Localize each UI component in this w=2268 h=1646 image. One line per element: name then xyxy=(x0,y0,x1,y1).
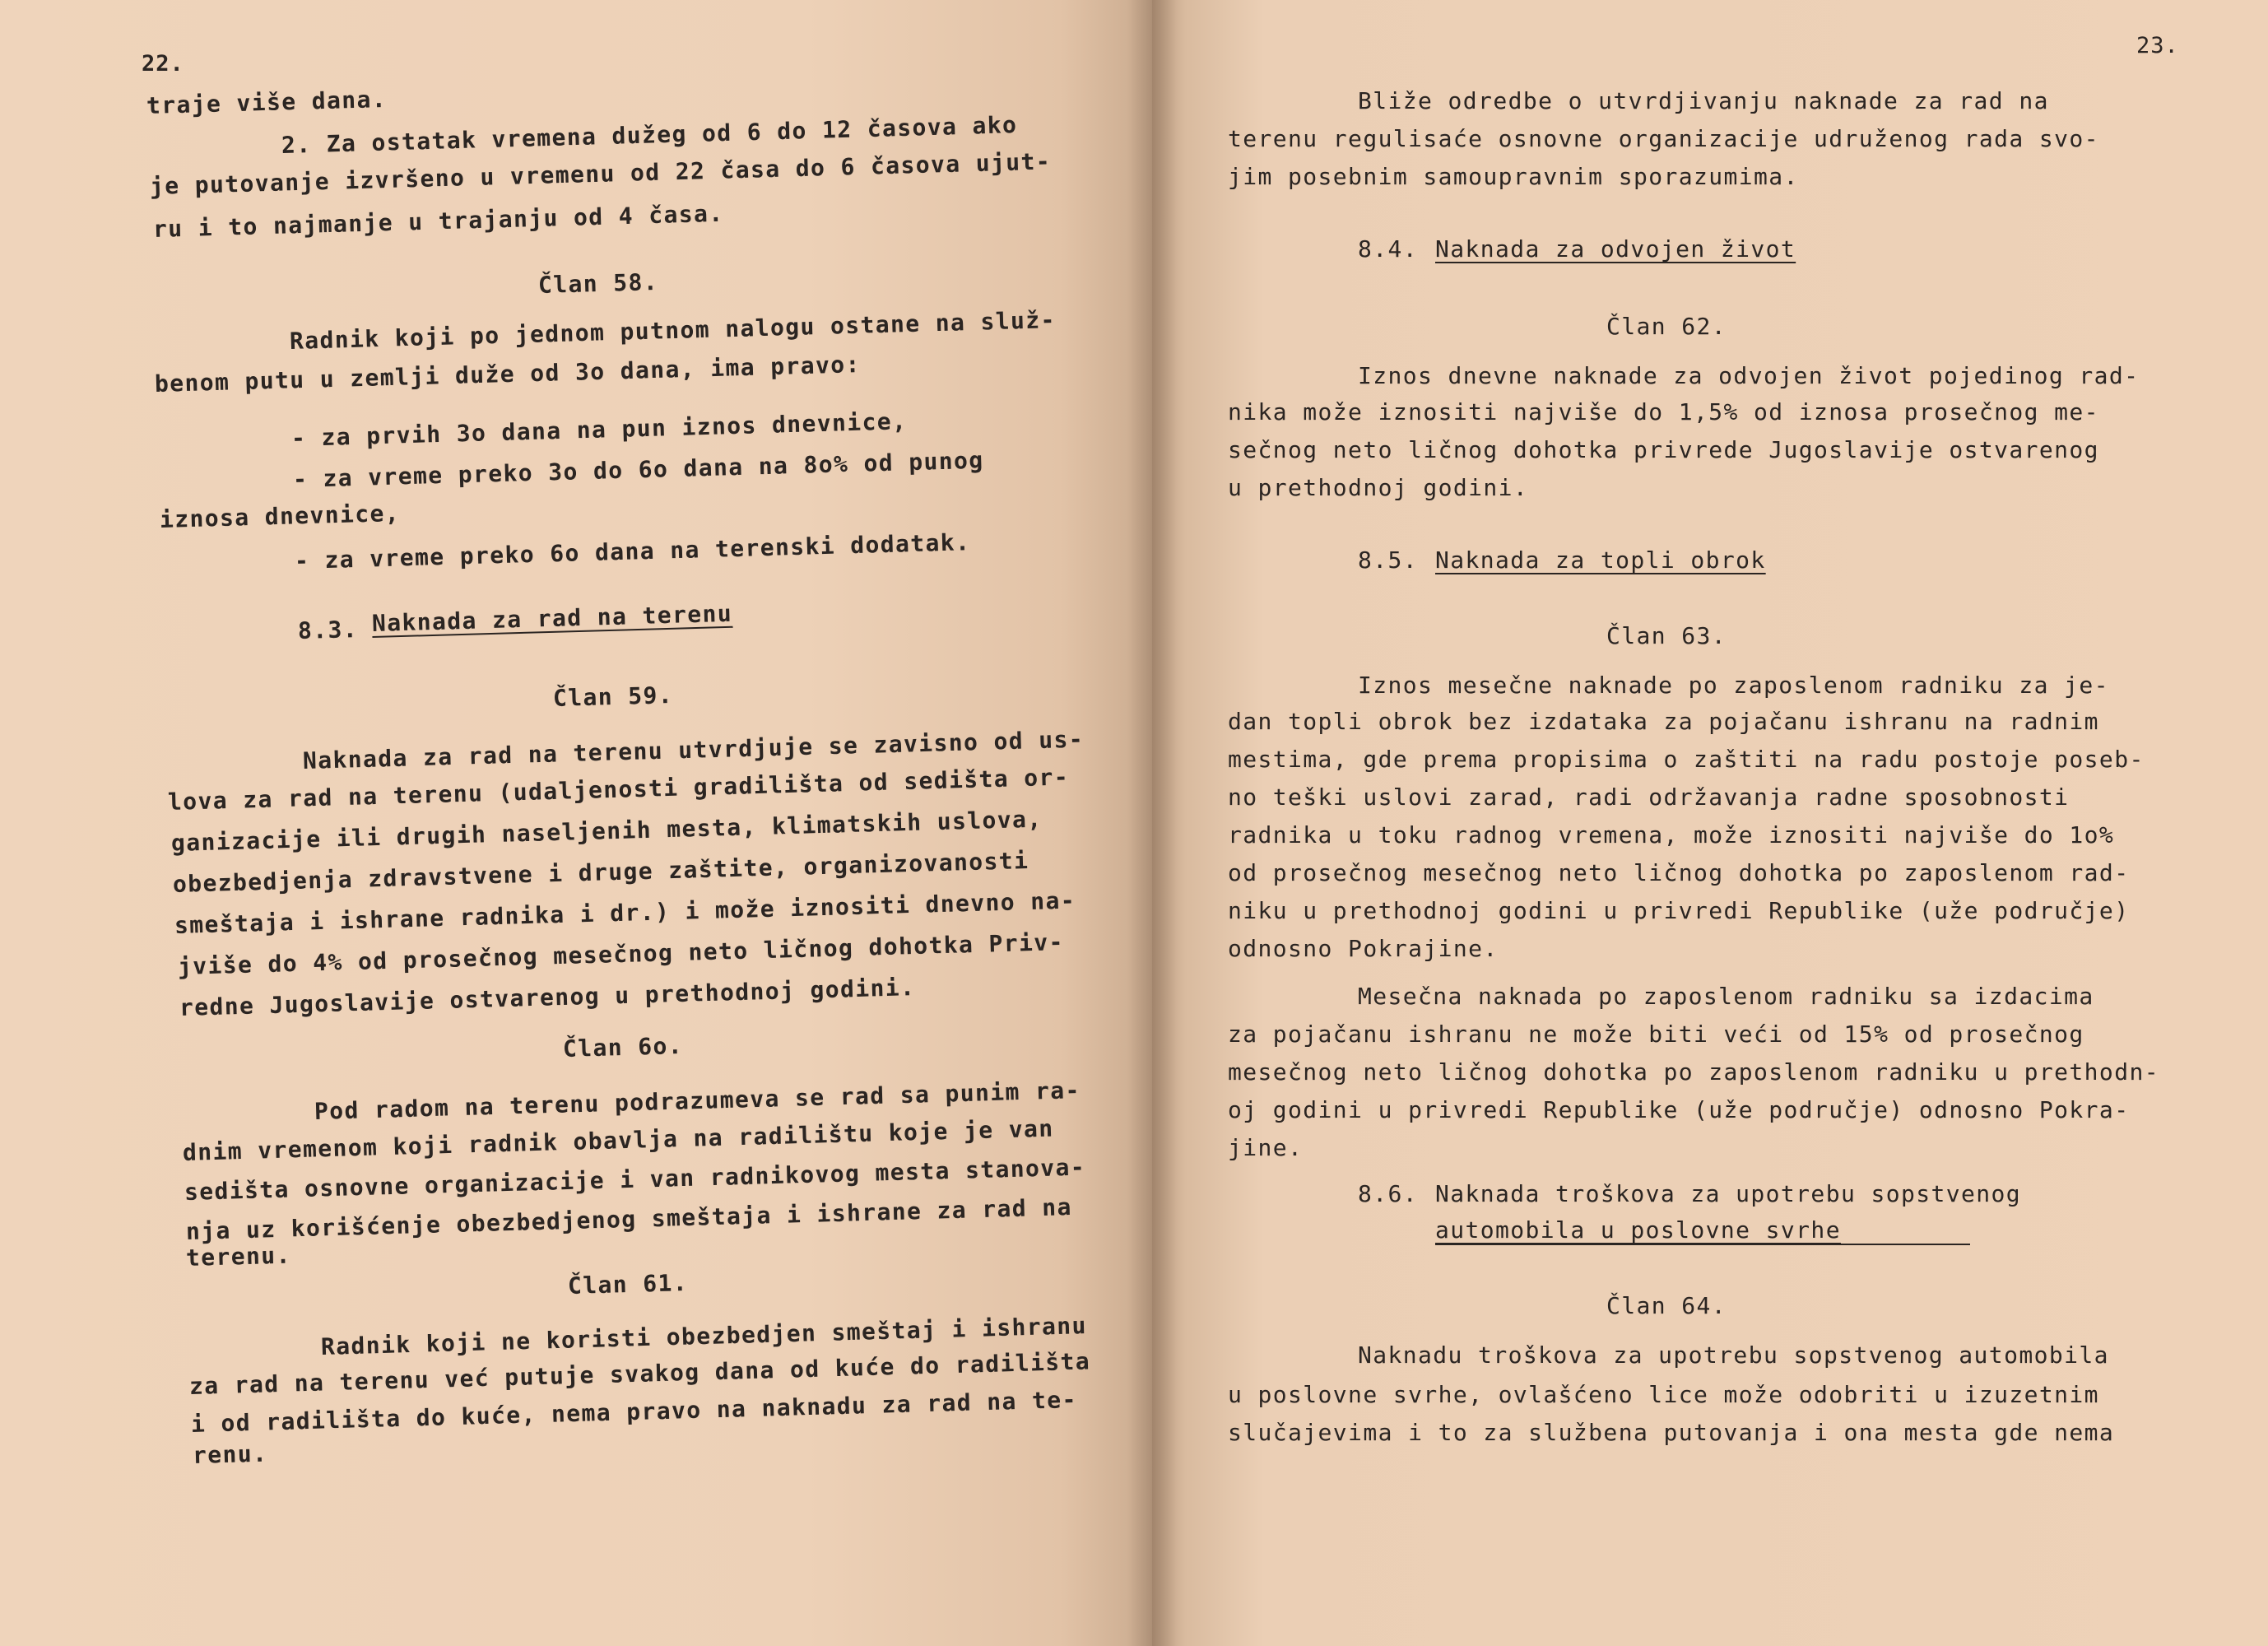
section-number: 8.3. xyxy=(297,615,359,644)
text-line: redne Jugoslavije ostvarenog u prethodnoj godini. xyxy=(179,974,916,1021)
section-heading: Naknada za topli obrok xyxy=(1435,546,1766,574)
text-line: slučajevima i to za službena putovanja i ona mesta gde nema xyxy=(1228,1419,2115,1446)
section-number: 8.6. xyxy=(1358,1180,1419,1207)
list-item: - za vreme preko 3o do 6o dana na 8o% od punog xyxy=(292,446,984,493)
text-line: u poslovne svrhe, ovlašćeno lice može odobriti u izuzetnim xyxy=(1228,1381,2099,1408)
text-line: Naknadu troškova za upotrebu sopstvenog automobila xyxy=(1358,1341,2109,1369)
text-line: jine. xyxy=(1228,1134,1304,1161)
section-heading-cont: automobila u poslovne svrhe xyxy=(1435,1216,1841,1244)
text-line: jviše do 4% od prosečnog mesečnog neto ličnog dohotka Priv- xyxy=(177,928,1065,980)
list-item: - za prvih 3o dana na pun iznos dnevnice, xyxy=(290,407,908,452)
article-heading: Član 64. xyxy=(1606,1292,1727,1319)
section-number: 8.5. xyxy=(1358,546,1419,574)
section-heading: Naknada za rad na terenu xyxy=(371,599,733,637)
text-line: za pojačanu ishranu ne može biti veći od 15% od prosečnog xyxy=(1228,1021,2084,1048)
article-heading: Član 58. xyxy=(537,267,659,299)
section-heading: Naknada troškova za upotrebu sopstvenog xyxy=(1435,1180,2022,1207)
text-line: sedišta osnovne organizacije i van radnikovog mesta stanova- xyxy=(184,1153,1086,1206)
text-line: Iznos mesečne naknade po zaposlenom radniku za je- xyxy=(1358,672,2109,699)
text-line: Iznos dnevne naknade za odvojen život pojedinog rad- xyxy=(1358,362,2140,389)
text-line: oj godini u privredi Republike (uže područje) odnosno Pokra- xyxy=(1228,1096,2130,1123)
article-heading: Član 6o. xyxy=(562,1031,684,1062)
text-line: mesečnog neto ličnog dohotka po zaposlenom radniku u prethodn- xyxy=(1228,1058,2159,1086)
text-line: je putovanje izvršeno u vremenu od 22 časa do 6 časova ujut- xyxy=(149,147,1052,200)
text-line: renu. xyxy=(192,1439,268,1469)
text-line: Mesečna naknada po zaposlenom radniku sa izdacima xyxy=(1358,983,2094,1010)
page-number: 23. xyxy=(2136,33,2179,58)
text-line: u prethodnoj godini. xyxy=(1228,474,1529,501)
list-item: - za vreme preko 6o dana na terenski dodatak. xyxy=(294,528,971,574)
text-line: nja uz korišćenje obezbedjenog smeštaja i ishrane za rad na xyxy=(185,1193,1073,1245)
text-line: Radnik koji ne koristi obezbedjen smeštaj i ishranu xyxy=(320,1312,1088,1360)
right-page xyxy=(1152,0,2268,1646)
section-heading: Naknada za odvojen život xyxy=(1435,235,1796,263)
text-line: dnim vremenom koji radnik obavlja na radilištu koje je van xyxy=(182,1114,1054,1166)
text-line: Radnik koji po jednom putnom nalogu ostane na služ- xyxy=(289,306,1057,355)
page-number: 22. xyxy=(142,51,184,77)
text-line: traje više dana. xyxy=(146,85,388,119)
article-heading: Član 63. xyxy=(1606,622,1727,649)
text-line: niku u prethodnoj godini u privredi Republike (uže područje) xyxy=(1228,897,2130,924)
section-number: 8.4. xyxy=(1358,235,1419,263)
text-line: no teški uslovi zarad, radi održavanja radne sposobnosti xyxy=(1228,783,2070,811)
text-line: Bliže odredbe o utvrdjivanju naknade za rad na xyxy=(1358,87,2049,114)
text-line: od prosečnog mesečnog neto ličnog dohotka po zaposlenom rad- xyxy=(1228,859,2130,886)
text-line: za rad na terenu već putuje svakog dana od kuće do radilišta xyxy=(188,1347,1091,1400)
text-line: lova za rad na terenu (udaljenosti gradilišta od sedišta or- xyxy=(167,763,1070,816)
article-heading: Član 61. xyxy=(567,1268,689,1300)
article-heading: Član 59. xyxy=(552,681,674,712)
text-line: jim posebnim samoupravnim sporazumima. xyxy=(1228,163,1799,190)
text-line: iznosa dnevnice, xyxy=(159,499,401,533)
text-line: smeštaja i ishrane radnika i dr.) i može iznositi dnevno na- xyxy=(174,886,1076,939)
heading-rule xyxy=(1435,1244,1970,1245)
text-line: ganizacije ili drugih naseljenih mesta, klimatskih uslova, xyxy=(170,805,1043,857)
text-line: terenu. xyxy=(185,1241,292,1272)
text-line: sečnog neto ličnog dohotka privrede Jugoslavije ostvarenog xyxy=(1228,436,2099,463)
text-line: nika može iznositi najviše do 1,5% od iznosa prosečnog me- xyxy=(1228,398,2099,425)
text-line: odnosno Pokrajine. xyxy=(1228,935,1499,962)
text-line: dan topli obrok bez izdataka za pojačanu ishranu na radnim xyxy=(1228,708,2099,735)
text-line: ru i to najmanje u trajanju od 4 časa. xyxy=(152,199,724,243)
text-line: terenu regulisaće osnovne organizacije udruženog rada svo- xyxy=(1228,125,2099,152)
text-line: Naknada za rad na terenu utvrdjuje se zavisno od us- xyxy=(302,725,1085,774)
text-line: mestima, gde prema propisima o zaštiti na radu postoje poseb- xyxy=(1228,746,2145,773)
text-line: obezbedjenja zdravstvene i druge zaštite, organizovanosti xyxy=(172,846,1029,898)
text-line: Pod radom na terenu podrazumeva se rad sa punim ra- xyxy=(314,1076,1081,1125)
text-line: radnika u toku radnog vremena, može iznositi najviše do 1o% xyxy=(1228,821,2115,849)
article-heading: Član 62. xyxy=(1606,313,1727,340)
text-line: 2. Za ostatak vremena dužeg od 6 do 12 časova ako xyxy=(281,111,1018,159)
text-line: i od radilišta do kuće, nema pravo na naknadu za rad na te- xyxy=(190,1385,1078,1438)
text-line: benom putu u zemlji duže od 3o dana, ima pravo: xyxy=(154,351,862,398)
